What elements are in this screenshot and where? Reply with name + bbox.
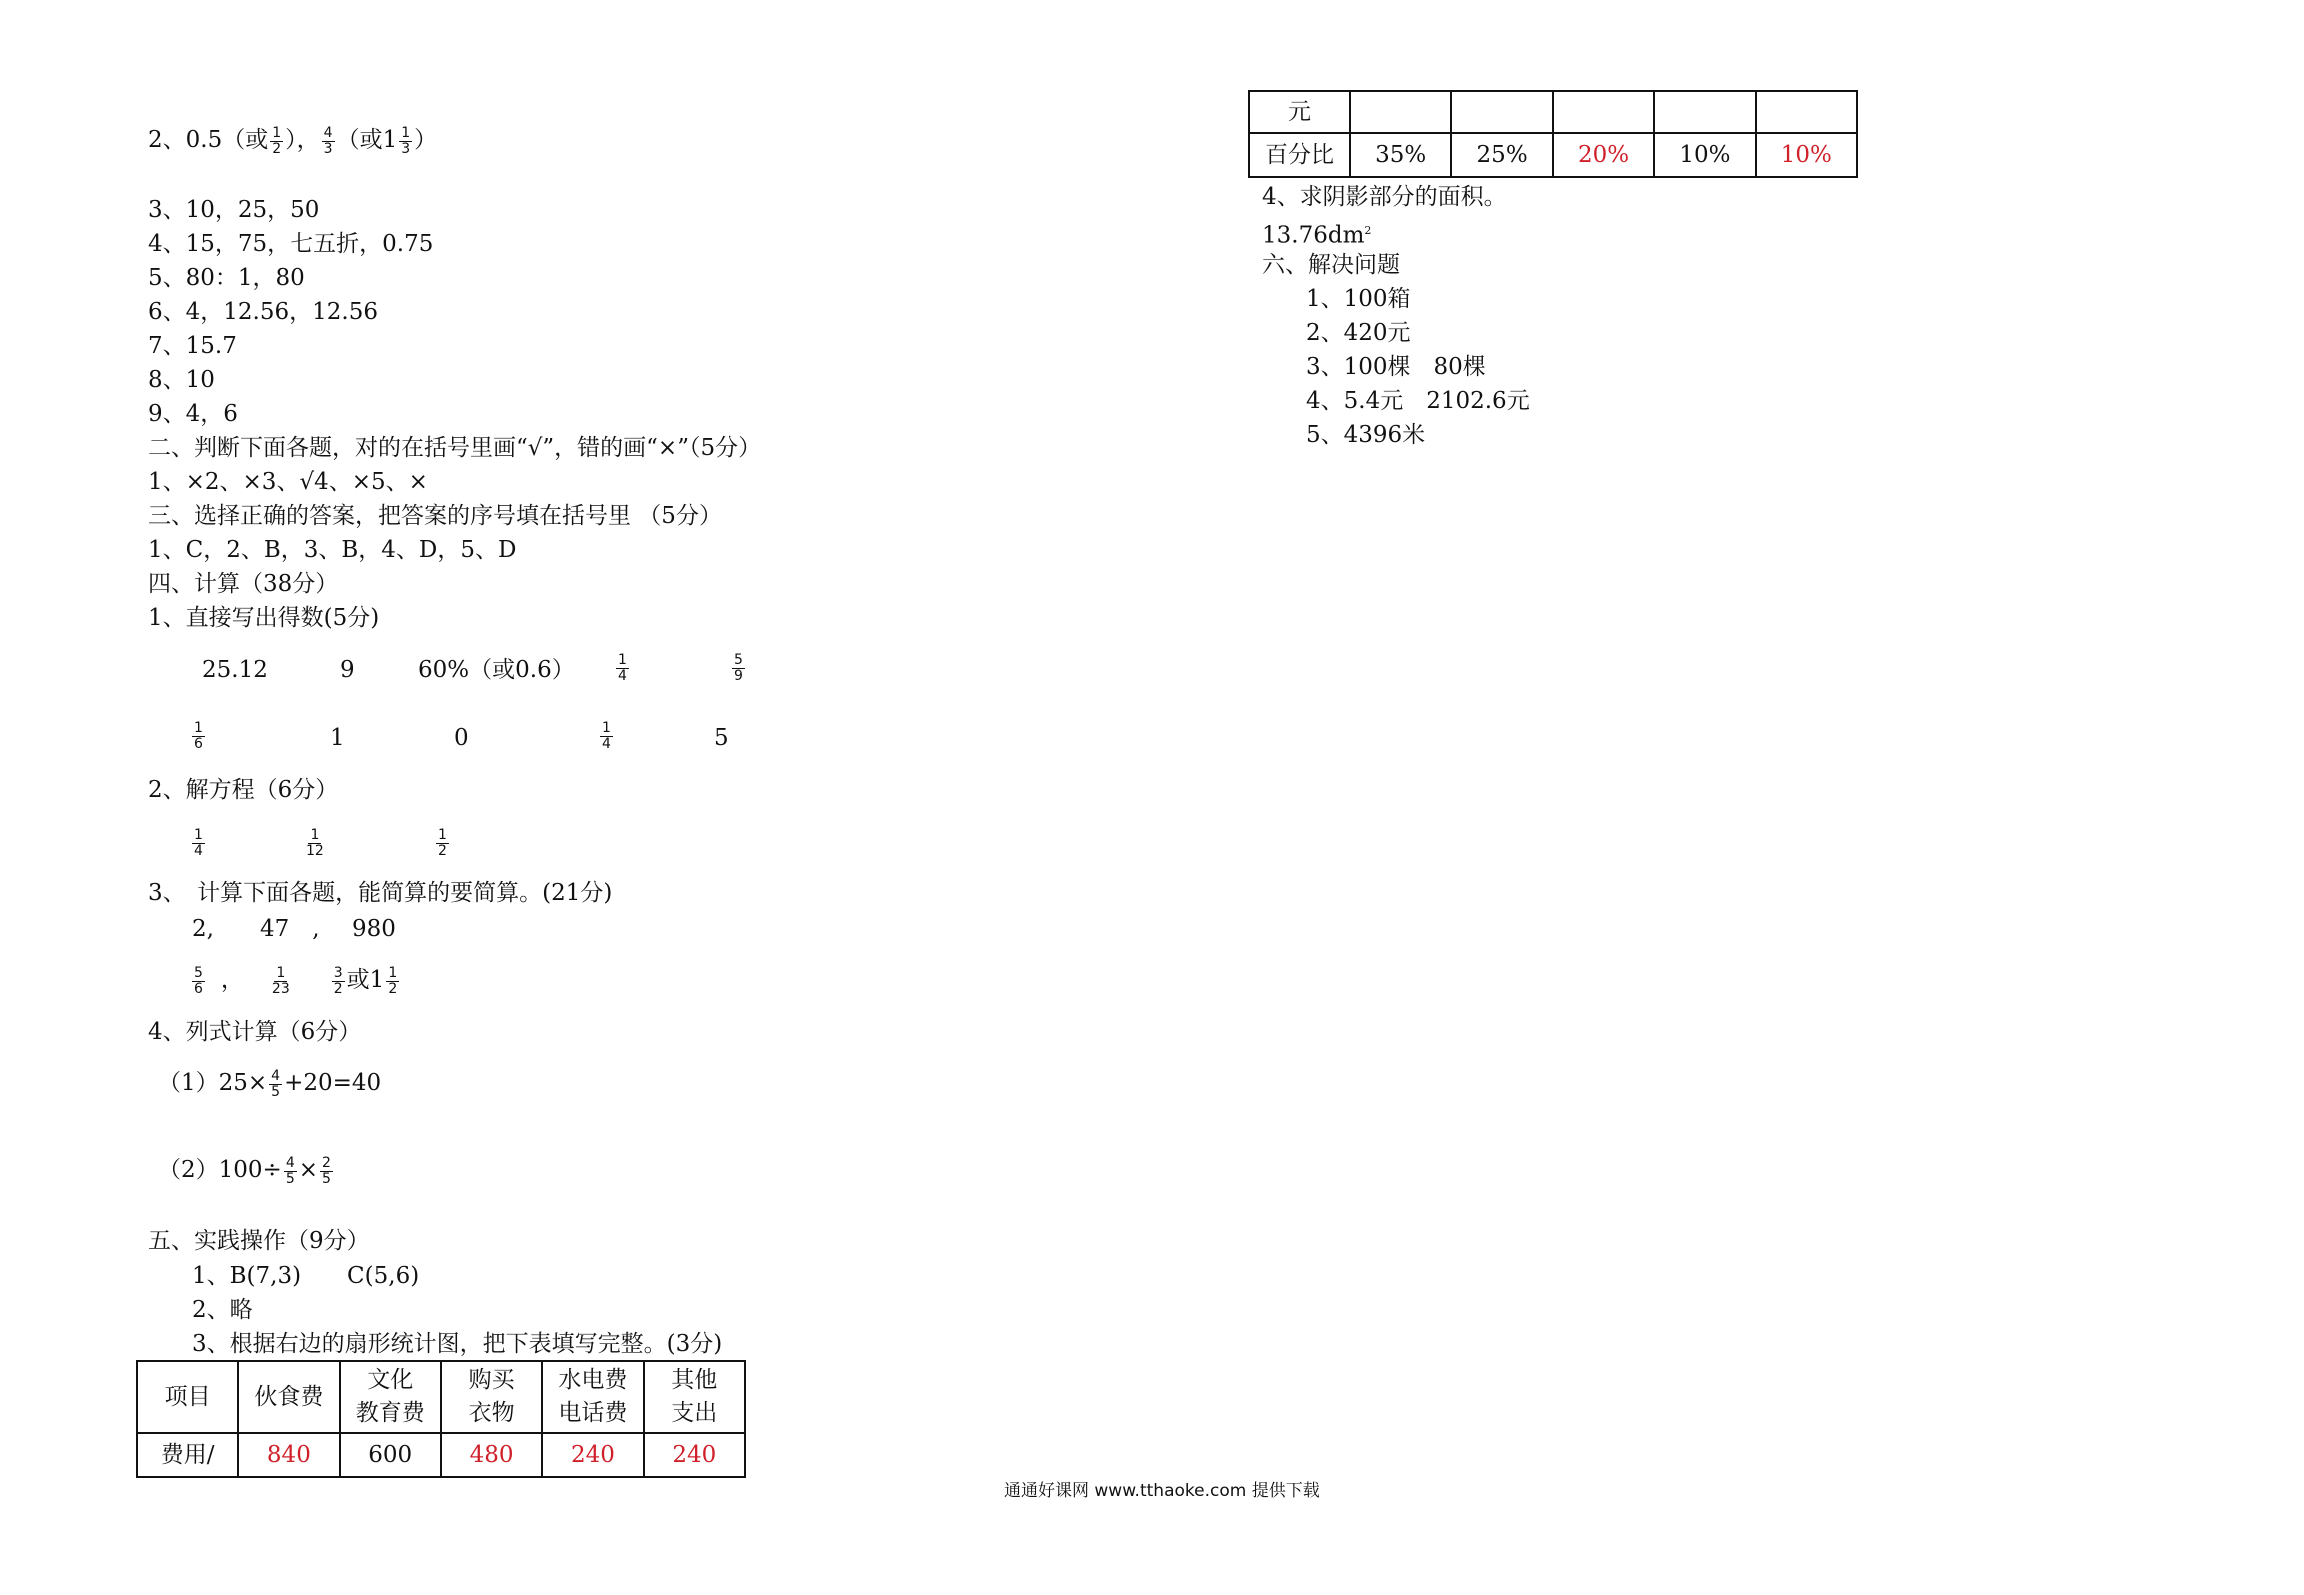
equation-answer: $\frac{1}{12}$ (306, 826, 324, 859)
section-5-item: 3、根据右边的扇形统计图，把下表填写完整。(3分) (192, 1331, 723, 1357)
direct-answer: 25.12 (202, 657, 268, 683)
subsection-3-title: 3、 计算下面各题，能简算的要简算。(21分) (148, 880, 613, 906)
table-cell: 240 (542, 1433, 643, 1477)
table-cell (1654, 91, 1755, 133)
expression-1: （1）25× $\frac{4}{5}$ +20=40 (158, 1067, 382, 1100)
section-2-title: 二、判断下面各题，对的在括号里画“√”，错的画“×”（5分） (148, 435, 762, 461)
answer-2: 2、0.5（或 $\frac{1}{2}$ ）， $\frac{4}{3}$ （或1 $\frac{1}{3}$ ） (148, 124, 438, 157)
section-5-title: 五、实践操作（9分） (148, 1228, 370, 1254)
table-header-cell: 购买 衣物 (441, 1361, 542, 1433)
fraction: $\frac{1}{3}$ (401, 124, 411, 157)
table-cell: 10% (1654, 133, 1755, 177)
direct-answer: 0 (454, 725, 469, 751)
subsection-2-title: 2、解方程（6分） (148, 777, 339, 803)
direct-answer: 1 (330, 725, 345, 751)
section-3-answer: 1、C，2、B，3、B，4、D，5、D (148, 537, 517, 563)
table-cell: 240 (644, 1433, 745, 1477)
calc-answer-row2: $\frac{5}{6}$ ， $\frac{1}{23}$ $\frac{3}{2}$ 或1 $\frac{1}{2}$ (194, 964, 398, 997)
direct-answer-fraction: $\frac{5}{9}$ (734, 651, 743, 684)
section-6-item: 2、420元 (1306, 320, 1411, 346)
table-cell: 10% (1756, 133, 1857, 177)
table-header-cell: 水电费 电话费 (542, 1361, 643, 1433)
table-row-label: 百分比 (1249, 133, 1350, 177)
section-4-title: 四、计算（38分） (148, 571, 339, 597)
direct-answer: 5 (714, 725, 729, 751)
direct-answer-fraction: $\frac{1}{4}$ (618, 651, 627, 684)
table-cell: 840 (238, 1433, 339, 1477)
subsection-4-title: 4、列式计算（6分） (148, 1019, 362, 1045)
direct-answer: 9 (340, 657, 355, 683)
table-header-cell: 项目 (137, 1361, 238, 1433)
section-5-item: 1、B(7,3) C(5,6) (192, 1263, 420, 1289)
question-4-answer: $13.76dm^2$ (1262, 222, 1372, 249)
equation-answer: $\frac{1}{2}$ (438, 826, 447, 859)
section-6-item: 3、100棵 80棵 (1306, 354, 1486, 380)
section-2-answer: 1、×2、×3、√4、×5、× (148, 469, 428, 495)
table-cell (1451, 91, 1552, 133)
table-cell (1756, 91, 1857, 133)
answer-6: 6、4，12.56，12.56 (148, 299, 378, 325)
subsection-1-title: 1、直接写出得数(5分) (148, 605, 380, 631)
fraction: $\frac{4}{3}$ (323, 124, 333, 157)
answer-4: 4、15，75，七五折，0.75 (148, 231, 434, 257)
table-cell (1350, 91, 1451, 133)
footer-text: 通通好课网 www.tthaoke.com 提供下载 (1004, 1481, 1320, 1501)
answer-8: 8、10 (148, 367, 215, 393)
fraction: $\frac{1}{2}$ (272, 124, 282, 157)
table-cell: 480 (441, 1433, 542, 1477)
direct-answer-fraction: $\frac{1}{4}$ (602, 719, 611, 752)
answer-7: 7、15.7 (148, 333, 237, 359)
table-row-label: 费用/ (137, 1433, 238, 1477)
calc-answer: 2, (192, 916, 214, 942)
answer-9: 9、4，6 (148, 401, 238, 427)
answer-3: 3、10，25，50 (148, 197, 320, 223)
answer-5: 5、80：1，80 (148, 265, 305, 291)
section-6-item: 1、100箱 (1306, 286, 1411, 312)
direct-answer-fraction: $\frac{1}{6}$ (194, 719, 203, 752)
question-4-title: 4、求阴影部分的面积。 (1262, 184, 1507, 210)
section-6-item: 4、5.4元 2102.6元 (1306, 388, 1530, 414)
table-cell: 25% (1451, 133, 1552, 177)
direct-answer: 60%（或0.6） (418, 657, 575, 683)
table-row-label: 元 (1249, 91, 1350, 133)
calc-answer: 980 (352, 916, 396, 942)
percent-table (1248, 90, 1858, 178)
section-6-item: 5、4396米 (1306, 422, 1426, 448)
table-header-cell: 文化 教育费 (340, 1361, 441, 1433)
expense-table (136, 1360, 746, 1478)
section-3-title: 三、选择正确的答案，把答案的序号填在括号里 （5分） (148, 503, 722, 529)
table-header-cell: 伙食费 (238, 1361, 339, 1433)
expression-2: （2）100÷ $\frac{4}{5}$ × $\frac{2}{5}$ (158, 1154, 331, 1187)
section-6-title: 六、解决问题 (1262, 252, 1400, 278)
table-header-cell: 其他 支出 (644, 1361, 745, 1433)
table-cell: 35% (1350, 133, 1451, 177)
section-5-item: 2、略 (192, 1297, 253, 1323)
equation-answer: $\frac{1}{4}$ (194, 826, 203, 859)
table-cell: 600 (340, 1433, 441, 1477)
table-cell (1553, 91, 1654, 133)
calc-answer: 47 , (260, 916, 320, 942)
table-cell: 20% (1553, 133, 1654, 177)
